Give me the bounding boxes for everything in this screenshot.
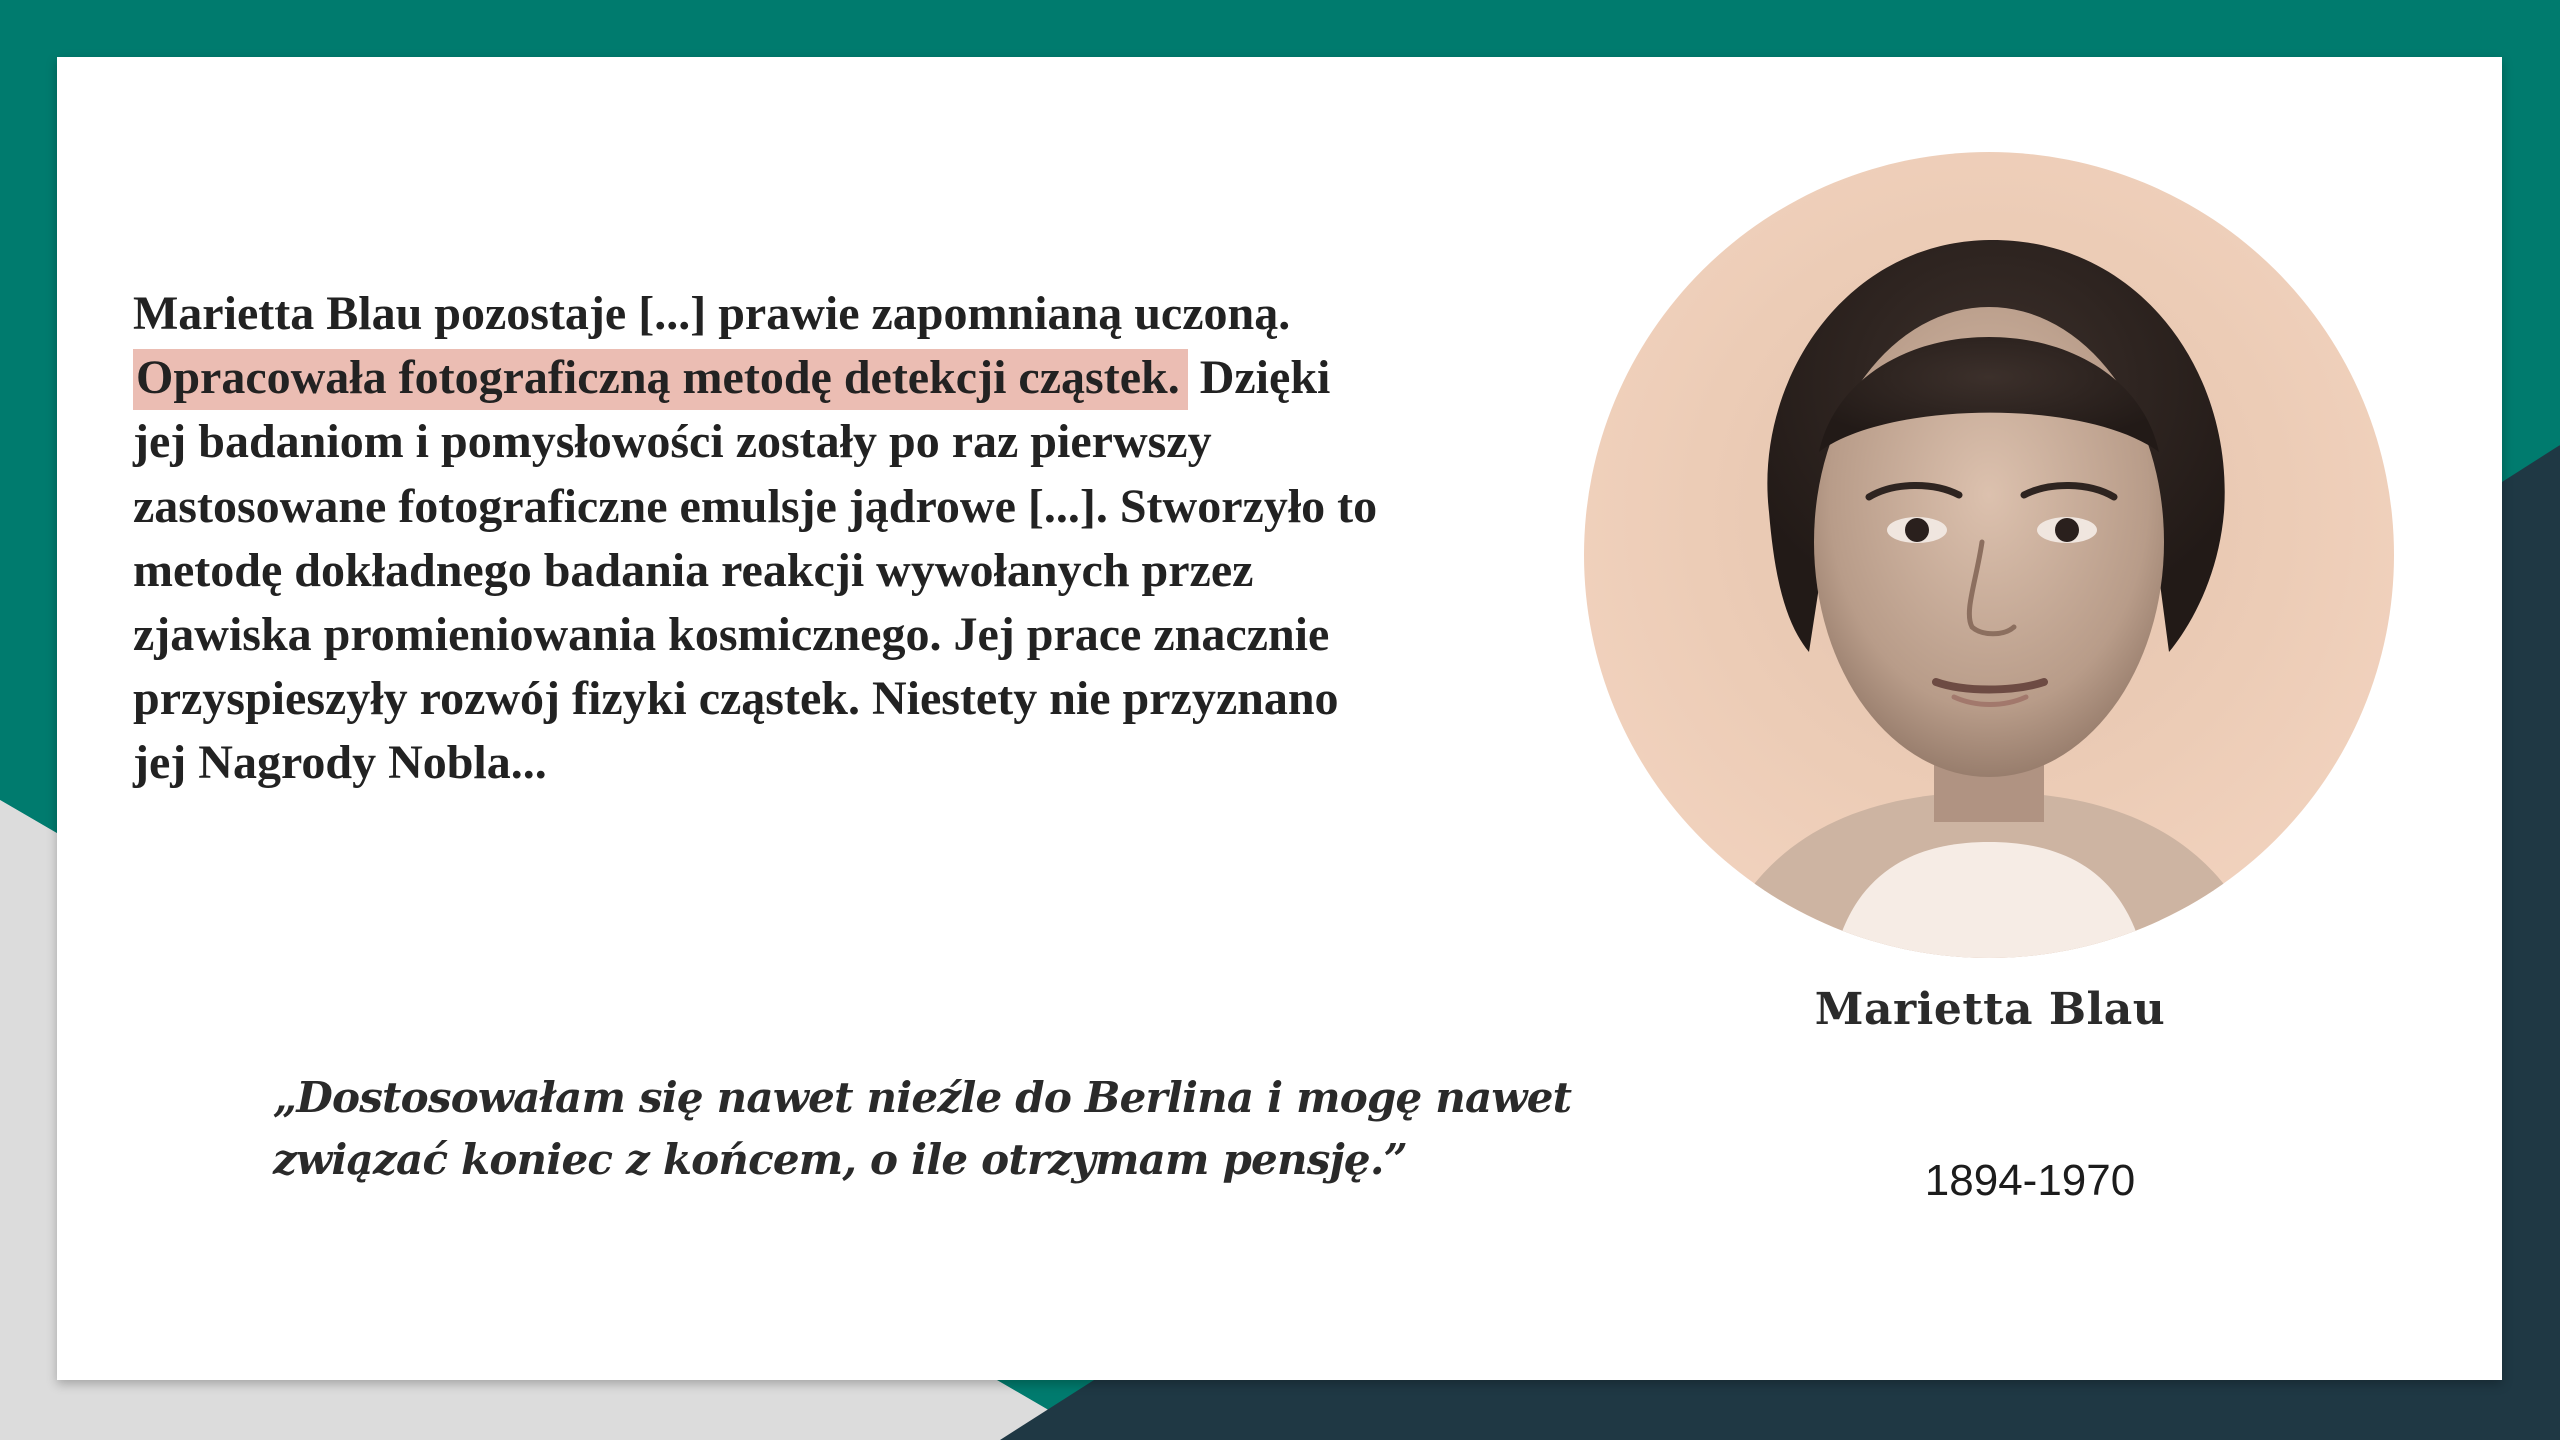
main-paragraph	[133, 282, 1393, 796]
highlighted-sentence: Opracowała fotograficzną metodę detekcji cząstek.	[133, 349, 1188, 410]
paragraph-body: Dzięki jej badaniom i pomysłowości zostały po raz pierwszy zastosowane fotograficzne emulsje jądrowe [...]. Stworzyło to metodę dokładnego badania reakcji wywołanych przez zjawiska promieniowania kosmicznego. Jej prace znacznie przyspieszyły rozwój fizyki cząstek. Niestety nie przyznano jej Nagrody Nobla...	[133, 351, 1378, 790]
portrait-photo	[1584, 152, 2394, 958]
quote-text: „Dostosowałam się nawet nieźle do Berlina i mogę nawet związać koniec z końcem, o ile otrzymam pensję.”	[273, 1073, 1572, 1184]
paragraph-intro: Marietta Blau pozostaje [...] prawie zapomnianą uczoną.	[133, 287, 1291, 340]
portrait-caption: Marietta Blau	[1814, 984, 2166, 1035]
life-years: 1894-1970	[1924, 1156, 2136, 1205]
